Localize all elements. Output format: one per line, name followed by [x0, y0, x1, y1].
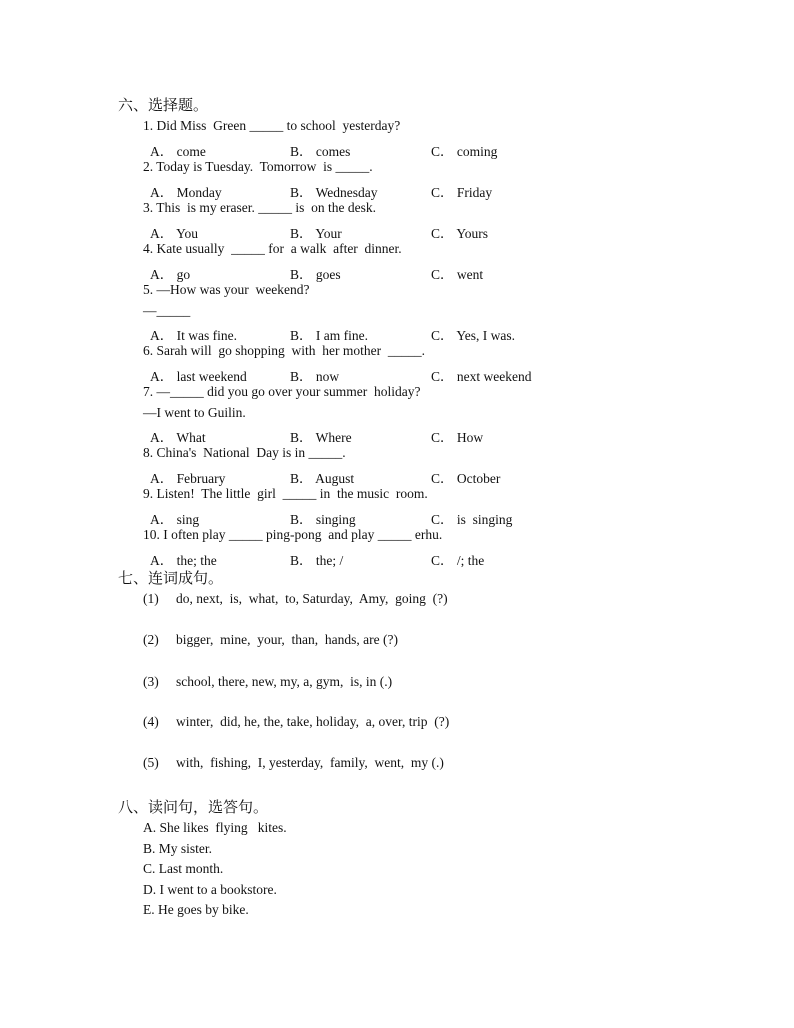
- sentence-1-number: (1): [143, 591, 159, 606]
- question-7-option-c: C． How: [431, 430, 484, 445]
- question-6-option-b: B． now: [290, 369, 340, 384]
- question-7-option-a: A． What: [150, 430, 206, 445]
- question-8: 8. China's National Day is in _____.: [143, 445, 346, 460]
- sentence-4-number: (4): [143, 714, 159, 729]
- question-8-option-a: A． February: [150, 471, 226, 486]
- question-1: 1. Did Miss Green _____ to school yesterday?: [143, 118, 401, 133]
- sentence-3-words: school, there, new, my, a, gym, is, in (.): [176, 674, 393, 689]
- question-9-option-b: B． singing: [290, 512, 356, 527]
- question-5-line-2: —_____: [143, 303, 191, 318]
- sentence-4-words: winter, did, he, the, take, holiday, a, over, trip (?): [176, 714, 450, 729]
- question-2-option-c: C． Friday: [431, 185, 493, 200]
- question-4: 4. Kate usually _____ for a walk after dinner.: [143, 241, 402, 256]
- question-8-option-c: C． October: [431, 471, 501, 486]
- sentence-1-words: do, next, is, what, to, Saturday, Amy, going (?): [176, 591, 448, 606]
- question-10-option-c: C． /; the: [431, 553, 485, 568]
- question-6: 6. Sarah will go shopping with her mother _____.: [143, 343, 425, 358]
- question-6-option-a: A． last weekend: [150, 369, 247, 384]
- sentence-2-words: bigger, mine, your, than, hands, are (?): [176, 632, 398, 647]
- question-7-line-2: —I went to Guilin.: [143, 405, 246, 420]
- section-7-title: 七、连词成句。: [118, 571, 224, 587]
- answer-d: D. I went to a bookstore.: [143, 882, 277, 897]
- sentence-2-number: (2): [143, 632, 159, 647]
- question-3: 3. This is my eraser. _____ is on the desk.: [143, 200, 376, 215]
- question-1-option-c: C． coming: [431, 144, 498, 159]
- question-9: 9. Listen! The little girl _____ in the music room.: [143, 486, 428, 501]
- section-6-title: 六、选择题。: [118, 98, 209, 114]
- question-8-option-b: B． August: [290, 471, 355, 486]
- question-10: 10. I often play _____ ping-pong and play _____ erhu.: [143, 527, 443, 542]
- question-4-option-b: B． goes: [290, 267, 341, 282]
- question-9-option-c: C． is singing: [431, 512, 513, 527]
- question-5-option-a: A． It was fine.: [150, 328, 237, 343]
- question-6-option-c: C． next weekend: [431, 369, 532, 384]
- section-8-title: 八、读问句，选答句。: [118, 800, 269, 816]
- answer-e: E. He goes by bike.: [143, 902, 249, 917]
- question-1-option-b: B． comes: [290, 144, 351, 159]
- question-9-option-a: A． sing: [150, 512, 200, 527]
- answer-b: B. My sister.: [143, 841, 213, 856]
- question-10-option-a: A． the; the: [150, 553, 217, 568]
- sentence-5-number: (5): [143, 755, 159, 770]
- question-5: 5. —How was your weekend?: [143, 282, 310, 297]
- question-4-option-c: C． went: [431, 267, 484, 282]
- answer-a: A. She likes flying kites.: [143, 820, 287, 835]
- question-7-option-b: B． Where: [290, 430, 352, 445]
- question-5-option-b: B． I am fine.: [290, 328, 368, 343]
- question-3-option-a: A． You: [150, 226, 199, 241]
- answer-c: C. Last month.: [143, 861, 224, 876]
- question-2: 2. Today is Tuesday. Tomorrow is _____.: [143, 159, 373, 174]
- sentence-3-number: (3): [143, 674, 159, 689]
- question-4-option-a: A． go: [150, 267, 191, 282]
- sentence-5-words: with, fishing, I, yesterday, family, went, my (.): [176, 755, 444, 770]
- question-3-option-b: B． Your: [290, 226, 342, 241]
- question-3-option-c: C． Yours: [431, 226, 489, 241]
- question-5-option-c: C． Yes, I was.: [431, 328, 516, 343]
- question-2-option-a: A． Monday: [150, 185, 222, 200]
- question-10-option-b: B． the; /: [290, 553, 344, 568]
- question-1-option-a: A． come: [150, 144, 206, 159]
- question-2-option-b: B． Wednesday: [290, 185, 378, 200]
- question-7: 7. —_____ did you go over your summer holiday?: [143, 384, 421, 399]
